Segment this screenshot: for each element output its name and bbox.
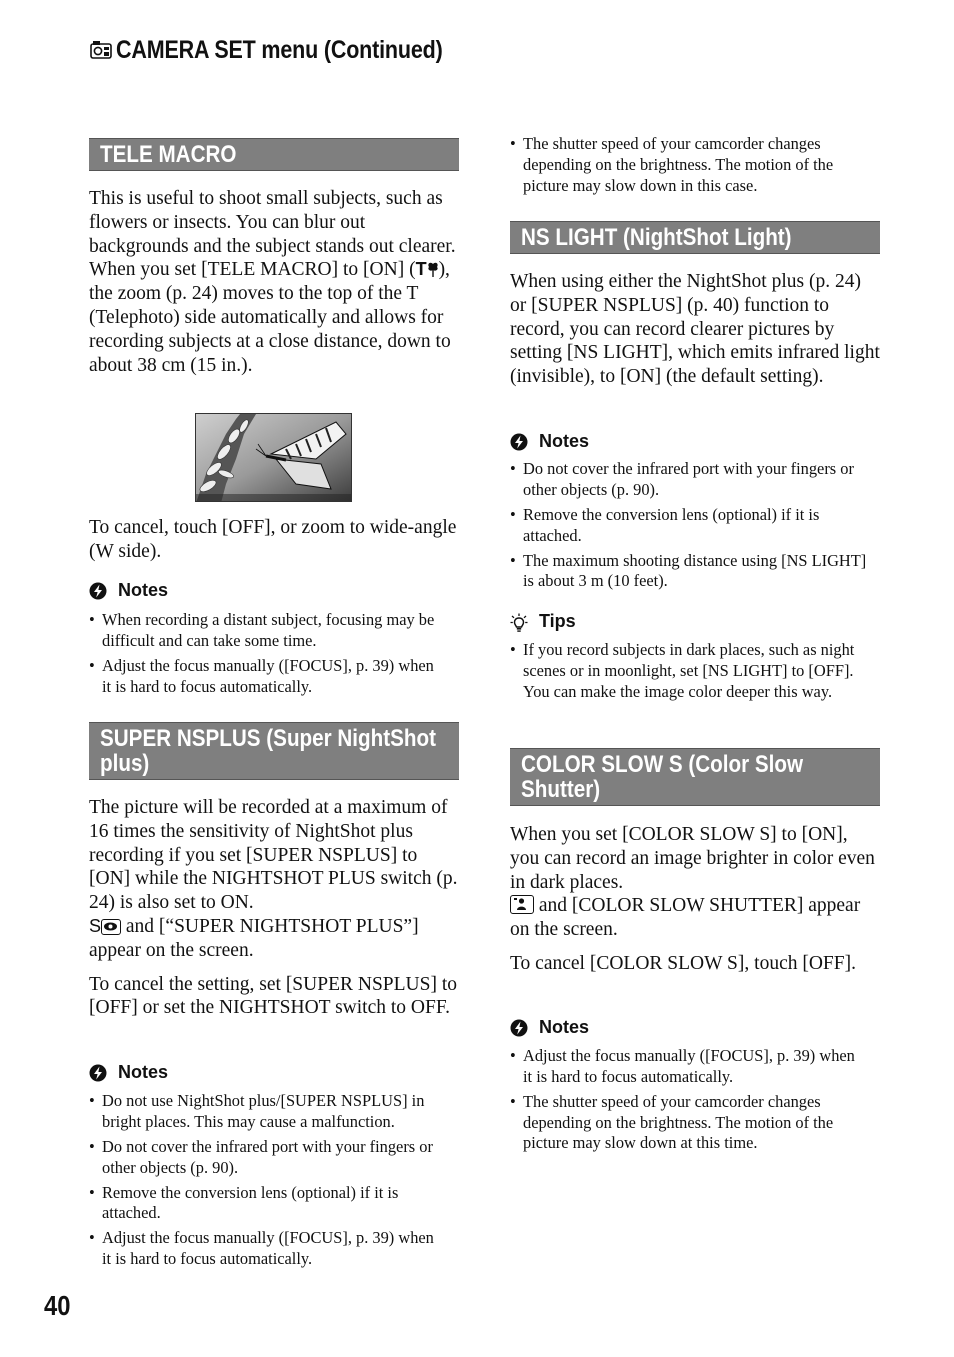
color-slow-s-body [510, 823, 880, 976]
list-item: • Do not use NightShot plus/[SUPER NSPLUS] in bright places. This may cause a malfunction. [89, 1091, 447, 1133]
tele-macro-heading: TELE MACRO [89, 138, 459, 171]
list-item: • Remove the conversion lens (optional) if it is attached. [89, 1183, 447, 1225]
list-item: • If you record subjects in dark places, such as night scenes or in moonlight, set [NS LIGHT] to [OFF]. You can make the image color deeper this way. [510, 640, 868, 702]
tele-macro-para1: This is useful to shoot small subjects, such as flowers or insects. You can blur out backgrounds and the subject stands out clearer. [89, 188, 456, 257]
page-header [90, 30, 496, 70]
ns-light-body: When using either the NightShot plus (p. 24) or [SUPER NSPLUS] (p. 40) function to record, you can record clearer pictures by setting [NS LIGHT], which emits infrared light (invisible), to [ON] (the default setting). [510, 271, 880, 388]
super-nsplus-para1: The picture will be recorded at a maximum of 16 times the sensitivity of NightShot plus recording if you set [SUPER NSPLUS] to [ON] while the NIGHTSHOT PLUS switch (p. 24) is also set to ON. [89, 797, 458, 914]
notes-icon [89, 1064, 107, 1082]
color-slow-s-notes-list [510, 1046, 868, 1158]
list-item: • Adjust the focus manually ([FOCUS], p. 39) when it is hard to focus automatically. [510, 1046, 868, 1088]
list-item: • When recording a distant subject, focusing may be difficult and can take some time. [89, 610, 447, 652]
color-slow-s-notes-header: Notes [510, 1017, 589, 1038]
ns-light-notes-list [510, 459, 868, 596]
super-nsplus-icon-letter: S [89, 915, 102, 936]
tele-macro-notes-list [89, 610, 447, 702]
list-item: • Adjust the focus manually ([FOCUS], p. 39) when it is hard to focus automatically. [89, 1228, 447, 1270]
list-item: • The shutter speed of your camcorder changes depending on the brightness. The motion of the picture may slow down at this time. [510, 1092, 868, 1154]
nightshot-eye-icon [101, 919, 121, 935]
ns-light-tips-header: Tips [510, 611, 576, 632]
super-nsplus-heading: SUPER NSPLUS (Super NightShot plus) [89, 722, 459, 780]
super-nsplus-para2: S and [“SUPER NIGHTSHOT PLUS”] appear on the screen. [89, 915, 419, 961]
tele-macro-flower-icon [427, 259, 439, 280]
tele-macro-body [89, 187, 459, 377]
super-nsplus-notes-list [89, 1091, 447, 1274]
notes-icon [89, 582, 107, 600]
list-item: • Remove the conversion lens (optional) if it is attached. [510, 505, 868, 547]
ns-light-notes-header: Notes [510, 431, 589, 452]
tele-macro-cancel: To cancel, touch [OFF], or zoom to wide-angle (W side). [89, 517, 457, 562]
list-item: • Adjust the focus manually ([FOCUS], p. 39) when it is hard to focus automatically. [89, 656, 447, 698]
notes-icon [510, 433, 528, 451]
continued-notes-list [510, 134, 868, 201]
page-number: 40 [44, 1290, 71, 1321]
page-title: CAMERA SET menu (Continued) [116, 35, 443, 64]
camera-menu-icon [90, 40, 112, 60]
super-nsplus-body [89, 796, 459, 1020]
color-slow-shutter-icon [510, 895, 534, 914]
list-item: • Do not cover the infrared port with your fingers or other objects (p. 90). [510, 459, 868, 501]
color-slow-s-heading: COLOR SLOW S (Color Slow Shutter) [510, 748, 880, 806]
notes-icon [510, 1019, 528, 1037]
super-nsplus-para3: To cancel the setting, set [SUPER NSPLUS] to [OFF] or set the NIGHTSHOT switch to OFF. [89, 973, 458, 1019]
tele-icon-letter: T [415, 259, 427, 280]
ns-light-tips-list [510, 640, 868, 707]
list-item: • Do not cover the infrared port with your fingers or other objects (p. 90). [89, 1137, 447, 1179]
color-slow-s-para1: When you set [COLOR SLOW S] to [ON], you can record an image brighter in color even in dark places. [510, 824, 875, 893]
list-item: • The maximum shooting distance using [NS LIGHT] is about 3 m (10 feet). [510, 551, 868, 593]
butterfly-photo [195, 413, 352, 502]
color-slow-s-para2: and [COLOR SLOW SHUTTER] appear on the screen. [510, 895, 861, 941]
color-slow-s-para3: To cancel [COLOR SLOW S], touch [OFF]. [510, 952, 856, 974]
tele-macro-para2: When you set [TELE MACRO] to [ON] (T ), the zoom (p. 24) moves to the top of the T (Telephoto) side automatically and allows for recording subjects at a close distance, down to about 38 cm (15 in.). [89, 259, 451, 376]
ns-light-heading: NS LIGHT (NightShot Light) [510, 221, 880, 254]
tele-macro-notes-header: Notes [89, 580, 168, 601]
super-nsplus-notes-header: Notes [89, 1062, 168, 1083]
list-item: • The shutter speed of your camcorder changes depending on the brightness. The motion of the picture may slow down in this case. [510, 134, 868, 196]
tips-lightbulb-icon [510, 613, 528, 631]
